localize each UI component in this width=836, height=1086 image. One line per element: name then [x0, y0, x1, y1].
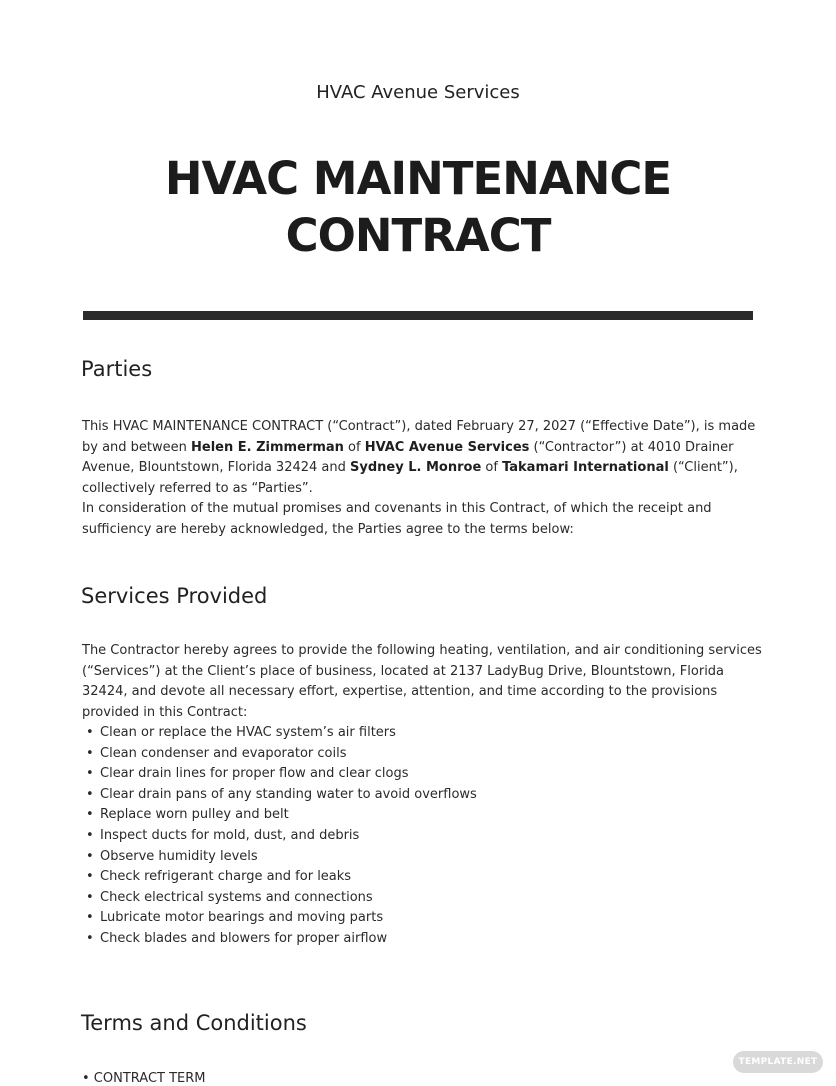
services-heading: Services Provided [81, 584, 268, 608]
list-item-text: Observe humidity levels [100, 848, 258, 864]
bullet: • [86, 807, 94, 823]
contractor-name: Helen E. Zimmerman [191, 439, 344, 455]
list-item-text: Check electrical systems and connections [100, 889, 373, 905]
parties-text: (“Contractor”) at 4010 Drainer Avenue, Blountstown, Florida 32424 and [82, 439, 734, 475]
list-item-text: Inspect ducts for mold, dust, and debris [100, 827, 360, 843]
parties-paragraph-1 [82, 417, 772, 499]
bullet: • [86, 889, 94, 905]
list-item [86, 805, 477, 826]
list-item [86, 888, 477, 909]
list-item-text: Replace worn pulley and belt [100, 807, 289, 823]
list-item-text: Clear drain lines for proper flow and clear clogs [100, 766, 409, 782]
parties-heading: Parties [81, 357, 153, 381]
services-list [86, 723, 477, 950]
company-name: HVAC Avenue Services [316, 82, 520, 103]
list-item-text: Check blades and blowers for proper airflow [100, 930, 388, 946]
list-item [86, 723, 477, 744]
terms-heading: Terms and Conditions [81, 1011, 307, 1035]
title-line-2: CONTRACT [285, 209, 551, 262]
list-item [86, 908, 477, 929]
terms-first-item: • CONTRACT TERM [82, 1071, 206, 1086]
list-item-text: Clear drain pans of any standing water to avoid overflows [100, 786, 477, 802]
client-name: Sydney L. Monroe [350, 460, 482, 475]
bullet: • [86, 725, 94, 740]
list-item [86, 744, 477, 765]
list-item-text: Clean or replace the HVAC system’s air filters [100, 725, 396, 740]
title-line-1: HVAC MAINTENANCE [164, 152, 672, 205]
parties-text: of [343, 439, 365, 455]
list-item-text: Lubricate motor bearings and moving parts [100, 910, 384, 926]
bullet: • [86, 848, 94, 864]
services-intro: The Contractor hereby agrees to provide the following heating, ventilation, and air conditioning services (“Services”) at the Client’s place of business, located at 2137 LadyBug Drive, Blountstown, Florida 32424, and devote all necessary effort, expertise, attention, and time according to the provisions provided in this Contract: [82, 643, 762, 720]
bullet: • [86, 869, 94, 885]
parties-text: of [481, 460, 503, 475]
list-item-text: Clean condenser and evaporator coils [100, 745, 347, 761]
bullet: • [86, 930, 94, 946]
bullet: • [86, 827, 94, 843]
list-item [86, 867, 477, 888]
list-item [86, 929, 477, 950]
title-divider [83, 311, 753, 320]
list-item [86, 785, 477, 806]
watermark-badge[interactable]: TEMPLATE.NET [733, 1051, 823, 1073]
bullet: • [86, 786, 94, 802]
bullet: • [86, 910, 94, 926]
bullet: • [86, 766, 94, 782]
contractor-company: HVAC Avenue Services [364, 439, 530, 455]
list-item [86, 826, 477, 847]
client-company: Takamari International [502, 460, 669, 475]
list-item [86, 764, 477, 785]
parties-text: (“Client”), collectively referred to as “Parties”. [82, 460, 738, 496]
parties-text: This HVAC MAINTENANCE CONTRACT (“Contract”), dated February 27, 2027 (“Effective Date”), is made by and between [82, 419, 756, 455]
document-title [0, 150, 836, 264]
list-item-text: Check refrigerant charge and for leaks [100, 869, 352, 885]
list-item [86, 847, 477, 868]
parties-paragraph-2: In consideration of the mutual promises and covenants in this Contract, of which the receipt and sufficiency are hereby acknowledged, the Parties agree to the terms below: [82, 501, 712, 537]
bullet: • [86, 745, 94, 761]
